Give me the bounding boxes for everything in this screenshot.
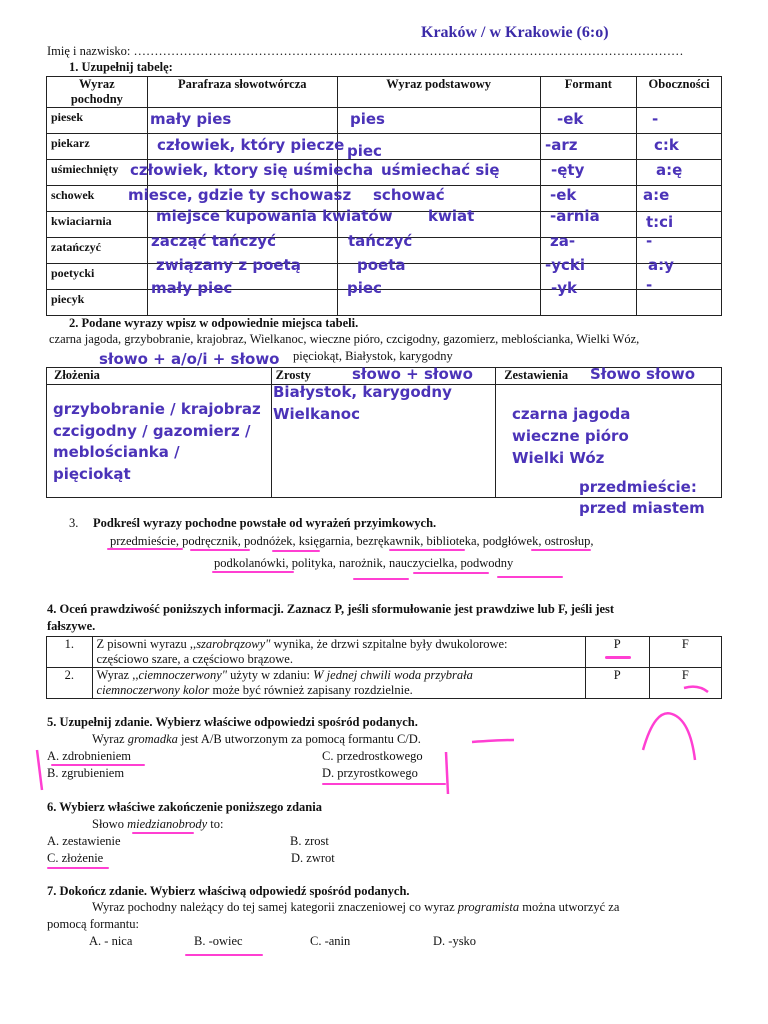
task5-option-b[interactable]: B. zgrubieniem [47, 766, 125, 780]
hw-paraphrase: miesce, gdzie ty schowasz [128, 186, 352, 204]
marker-arc [643, 713, 695, 760]
task2-hw-pattern-zrosty: słowo + słowo [352, 365, 473, 383]
task5-heading: 5. Uzupełnij zdanie. Wybierz właściwe odpowiedzi spośród podanych. [47, 715, 418, 729]
derived-word-cell: piecyk [47, 290, 148, 316]
task4-row-2-false-cell[interactable]: F [649, 668, 721, 699]
task5-option-c[interactable]: C. przedrostkowego [322, 749, 423, 763]
hw-base-word: poeta [357, 256, 406, 274]
hw-base-word: tańczyć [348, 232, 413, 250]
zlozenia-line-4: pięciokąt [53, 465, 131, 483]
task4-heading-line2: fałszywe. [47, 619, 96, 633]
hw-base-word: kwiat [428, 207, 475, 225]
marker-vertical-left [37, 750, 42, 790]
task4-row-2-number: 2. [47, 668, 93, 699]
hw-alternation: a:ę [656, 161, 683, 179]
task2-word-list-line2: pięciokąt, Białystok, karygodny [293, 349, 453, 363]
derived-word-cell: kwiaciarnia [47, 212, 148, 238]
hw-base-word: piec [347, 279, 382, 297]
task7-option-c[interactable]: C. -anin [310, 934, 351, 948]
hw-alternation: - [646, 276, 653, 294]
task5-option-d[interactable]: D. przyrostkowego [322, 766, 418, 780]
task6-option-b[interactable]: B. zrost [290, 834, 329, 848]
hw-base-word: uśmiechać się [381, 161, 500, 179]
task6-option-d[interactable]: D. zwrot [291, 851, 335, 865]
marker-vertical-right [446, 752, 448, 794]
extra-note-line-1: przedmieście: [579, 478, 697, 496]
hw-alternation: - [646, 232, 653, 250]
task2-word-list-line1: czarna jagoda, grzybobranie, krajobraz, Wielkanoc, wieczne pióro, czcigodny, gazomierz, meblościanka, Wielki Wóz, [49, 332, 640, 346]
col-header-formant: Formant [540, 77, 637, 108]
hw-formant: -ek [557, 110, 584, 128]
task7-option-b[interactable]: B. -owiec [194, 934, 243, 948]
zestawienia-line-2: wieczne pióro [512, 427, 629, 445]
task5-option-a[interactable]: A. zdrobnieniem [47, 749, 132, 763]
col-header-derived-word: Wyraz pochodny [47, 77, 148, 108]
task4-heading-line1: 4. Oceń prawdziwość poniższych informacji. Zaznacz P, jeśli sformułowanie jest prawdziwe lub F, jeśli jest [47, 602, 615, 616]
marker-row2-false-curve [684, 687, 708, 692]
task6-option-a[interactable]: A. zestawienie [47, 834, 121, 848]
hw-paraphrase: człowiek, ktory się uśmiecha [130, 161, 374, 179]
task7-option-d[interactable]: D. -ysko [433, 934, 477, 948]
hw-formant: -ęty [551, 161, 585, 179]
zrosty-line-1: Białystok, karygodny [273, 383, 452, 401]
task7-option-a[interactable]: A. - nica [89, 934, 133, 948]
hw-paraphrase: mały pies [150, 110, 232, 128]
hw-formant: -yk [551, 279, 577, 297]
marker-dash-sentence [472, 740, 514, 742]
hw-paraphrase: związany z poetą [156, 256, 301, 274]
zlozenia-line-2: czcigodny / gazomierz / [53, 422, 251, 440]
task4-row-2-statement: Wyraz ,,ciemnoczerwony" użyty w zdaniu: W jednej chwili woda przybrała ciemnoczerwony kolor może być również zapisany rozdzielnie. [92, 668, 585, 699]
hw-alternation: c:k [654, 136, 679, 154]
zestawienia-line-3: Wielki Wóz [512, 449, 605, 467]
derived-word-cell: piesek [47, 108, 148, 134]
hw-base-word: schować [373, 186, 445, 204]
zrosty-line-2: Wielkanoc [273, 405, 360, 423]
task2-hw-pattern-zestawienia: Słowo słowo [590, 365, 696, 383]
hw-paraphrase: zacząć tańczyć [151, 232, 276, 250]
task1-heading: 1. Uzupełnij tabelę: [69, 60, 173, 74]
hw-formant: -arnia [550, 207, 600, 225]
task4-row-1-true-cell[interactable]: P [585, 637, 649, 668]
task4-row-1-false-cell[interactable]: F [649, 637, 721, 668]
task4-row-2-true-cell[interactable]: P [585, 668, 649, 699]
task6-heading: 6. Wybierz właściwe zakończenie poniższego zdania [47, 800, 322, 814]
hw-alternation: - [652, 110, 659, 128]
zlozenia-line-1: grzybobranie / krajobraz [53, 400, 261, 418]
hw-alternation: a:y [648, 256, 674, 274]
task4-row-1-statement: Z pisowni wyrazu ,,szarobrązowy" wynika, że drzwi szpitalne były dwukolorowe: częściowo szare, a częściowo brązowe. [92, 637, 585, 668]
task3-heading: Podkreśl wyrazy pochodne powstałe od wyrażeń przyimkowych. [93, 516, 437, 530]
derived-word-cell: schowek [47, 186, 148, 212]
task2-heading: 2. Podane wyrazy wpisz w odpowiednie miejsca tabeli. [69, 316, 359, 330]
task7-heading: 7. Dokończ zdanie. Wybierz właściwą odpowiedź spośród podanych. [47, 884, 410, 898]
col-header-zrosty: Zrosty [275, 368, 311, 382]
task6-sentence: Słowo miedzianobrody to: [92, 817, 224, 831]
hw-formant: -ek [550, 186, 577, 204]
col-header-paraphrase: Parafraza słowotwórcza [147, 77, 337, 108]
derived-word-cell: zatańczyć [47, 238, 148, 264]
extra-note-line-2: przed miastem [579, 499, 705, 517]
name-field-label: Imię i nazwisko: …………………………………………………………………………………………………………………… [47, 44, 684, 58]
hw-paraphrase: mały piec [151, 279, 233, 297]
task7-sentence-line1: Wyraz pochodny należący do tej samej kategorii znaczeniowej co wyraz programista można utworzyć za [92, 900, 620, 914]
hw-formant: za- [550, 232, 576, 250]
task7-sentence-line2: pomocą formantu: [47, 917, 139, 931]
col-header-alternations: Oboczności [637, 77, 722, 108]
hw-formant: -arz [545, 136, 578, 154]
hw-alternation: t:ci [646, 213, 674, 231]
task3-word-list-line2: podkolanówki, polityka, narożnik, nauczycielka, podwodny [214, 556, 514, 570]
derived-word-cell: piekarz [47, 134, 148, 160]
task5-sentence: Wyraz gromadka jest A/B utworzonym za pomocą formantu C/D. [92, 732, 421, 746]
hw-formant: -ycki [545, 256, 586, 274]
hw-paraphrase: człowiek, który piecze [157, 136, 345, 154]
hw-base-word: piec [347, 142, 382, 160]
zestawienia-line-1: czarna jagoda [512, 405, 631, 423]
task3-word-list-line1: przedmieście, podręcznik, podnóżek, księgarnia, bezrękawnik, biblioteka, podgłówek, ostrosłup, [110, 534, 594, 548]
derived-word-cell: poetycki [47, 264, 148, 290]
task4-row-1-number: 1. [47, 637, 93, 668]
col-header-zestawienia: Zestawienia [504, 368, 569, 382]
hw-alternation: a:e [643, 186, 670, 204]
zlozenia-line-3: meblościanka / [53, 443, 180, 461]
task6-option-c[interactable]: C. złożenie [47, 851, 104, 865]
col-header-zlozenia: Złożenia [54, 368, 100, 382]
col-header-base-word: Wyraz podstawowy [337, 77, 540, 108]
hw-base-word: pies [350, 110, 385, 128]
task3-number: 3. [69, 516, 79, 530]
task2-hw-pattern-zlozenia: słowo + a/o/i + słowo [99, 350, 280, 368]
page-title: Kraków / w Krakowie (6:o) [421, 24, 609, 41]
derived-word-cell: uśmiechnięty [47, 160, 148, 186]
hw-paraphrase: miejsce kupowania kwiatów [156, 207, 393, 225]
